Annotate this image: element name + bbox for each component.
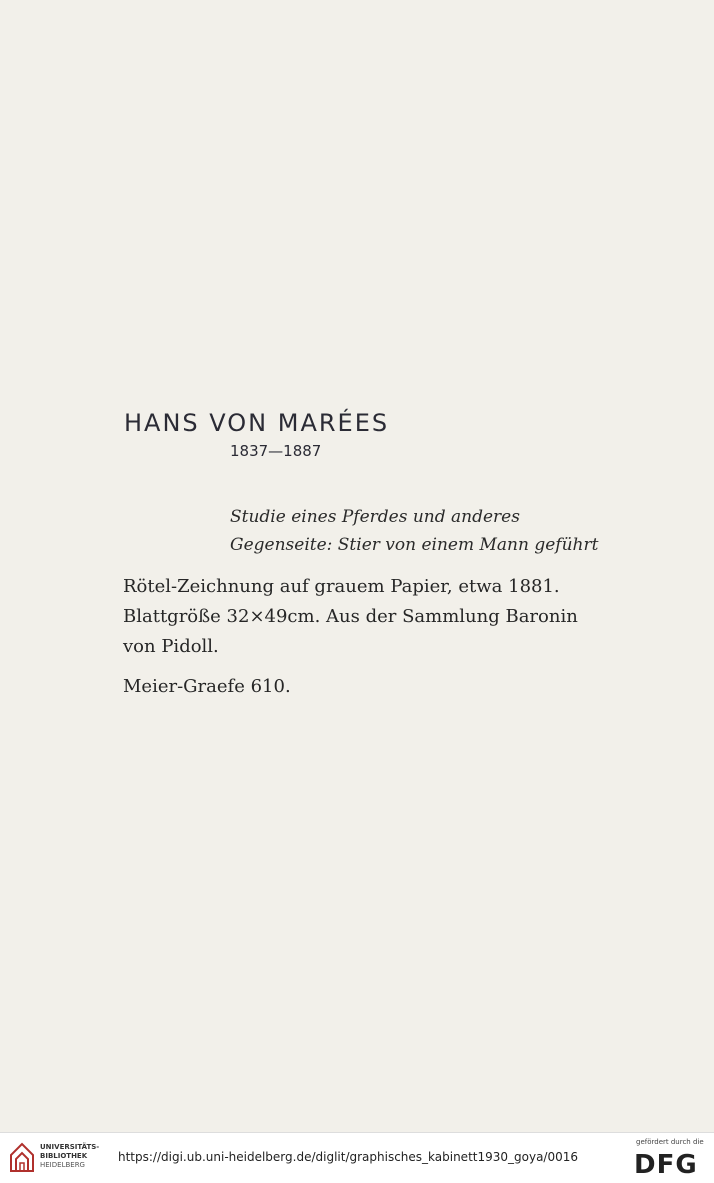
- description-line-2: Blattgröße 32×49cm. Aus der Sammlung Baronin: [123, 606, 578, 627]
- artist-name: HANS VON MARÉES: [124, 409, 390, 437]
- work-title-line-2: Gegenseite: Stier von einem Mann geführt: [230, 535, 599, 555]
- ub-heidelberg-logo-icon: [8, 1141, 36, 1173]
- institution-name: [40, 1143, 99, 1170]
- funding-label: gefördert durch die: [636, 1138, 704, 1146]
- footer-bar: [0, 1132, 714, 1183]
- permalink-url[interactable]: https://digi.ub.uni-heidelberg.de/diglit/graphisches_kabinett1930_goya/0016: [118, 1150, 579, 1164]
- description-line-3: von Pidoll.: [123, 636, 219, 657]
- institution-line-2: BIBLIOTHEK: [40, 1152, 88, 1160]
- institution-line-3: HEIDELBERG: [40, 1161, 85, 1169]
- work-description: [123, 572, 595, 662]
- artist-dates: 1837—1887: [230, 442, 322, 460]
- dfg-logo: DFG: [634, 1150, 698, 1180]
- work-title-line-1: Studie eines Pferdes und anderes: [230, 507, 520, 527]
- description-line-1: Rötel-Zeichnung auf grauem Papier, etwa 1881.: [123, 576, 560, 597]
- catalogue-reference: Meier-Graefe 610.: [123, 676, 291, 697]
- institution-line-1: UNIVERSITÄTS-: [40, 1143, 100, 1151]
